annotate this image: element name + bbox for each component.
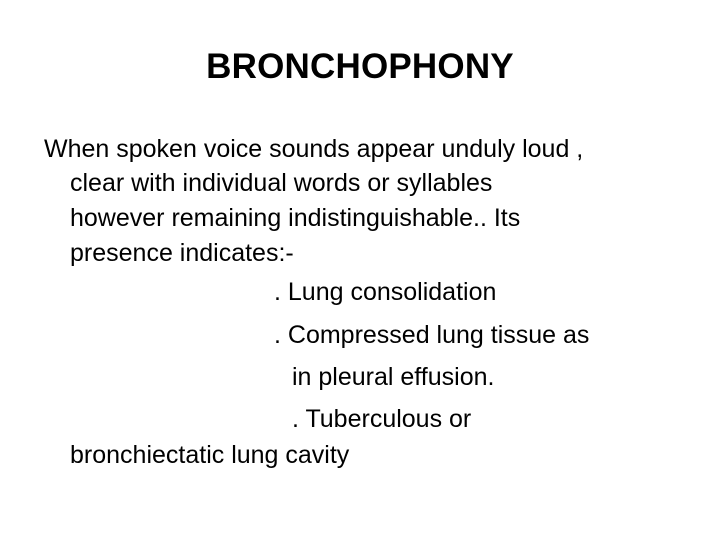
- indication-compressed-lung-tissue: . Compressed lung tissue as: [274, 321, 590, 349]
- indication-tuberculous-cavity-cont: bronchiectatic lung cavity: [70, 441, 350, 469]
- indication-lung-consolidation: . Lung consolidation: [274, 278, 497, 306]
- body-line-indicates: presence indicates:-: [70, 239, 294, 267]
- indication-tuberculous-cavity: . Tuberculous or: [292, 405, 472, 433]
- slide-title: BRONCHOPHONY: [206, 47, 514, 86]
- indication-compressed-lung-tissue-cont: in pleural effusion.: [292, 363, 495, 391]
- body-line-definition-2: clear with individual words or syllables: [70, 169, 493, 197]
- body-line-definition-3: however remaining indistinguishable.. Its: [70, 204, 521, 232]
- body-line-definition-1: When spoken voice sounds appear unduly loud ,: [44, 135, 584, 163]
